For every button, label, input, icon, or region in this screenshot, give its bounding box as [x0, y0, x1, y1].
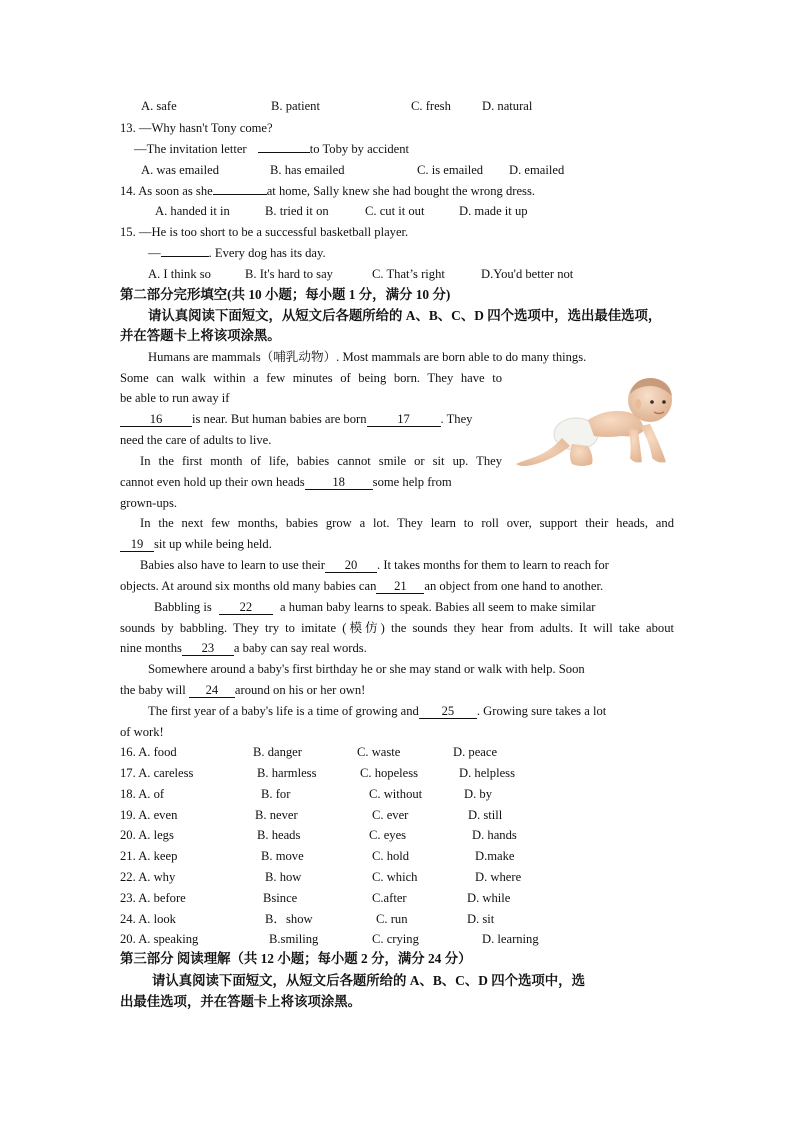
- choice-20-a: 20. A. legs: [120, 828, 174, 842]
- passage-p2-line2: [120, 474, 452, 490]
- q15-line2-pre: —: [148, 246, 161, 260]
- blank-22: 22: [219, 600, 273, 615]
- passage-p2-line2-post: some help from: [372, 475, 452, 489]
- choice-20-c: C. eyes: [369, 828, 407, 842]
- passage-p1-line4-end: . They: [440, 412, 473, 426]
- q15-option-c: C. That’s right: [372, 267, 445, 281]
- choice-23-c: C.after: [372, 891, 407, 905]
- q14-option-c: C. cut it out: [365, 204, 425, 218]
- part2-instructions-2: 并在答题卡上将该项涂黑。: [120, 328, 281, 343]
- choice-16-c: C. waste: [357, 745, 401, 759]
- choice-18-d: D. by: [464, 787, 492, 801]
- choice-22-c: C. which: [372, 870, 418, 884]
- choice-16-b: B. danger: [253, 745, 302, 759]
- passage-p1-line2: Some can walk within a few minutes of being born. They have to: [120, 371, 502, 385]
- passage-p5-line3-pre: nine months: [120, 641, 182, 655]
- choice-22-d: D. where: [475, 870, 522, 884]
- choice-18-b: B. for: [261, 787, 291, 801]
- choice-17-d: D. helpless: [459, 766, 515, 780]
- passage-p2-line1: In the first month of life, babies cannot smile or sit up. They: [140, 454, 502, 468]
- q14-stem-pre: 14. As soon as she: [120, 184, 213, 198]
- q12-option-c: C. fresh: [411, 99, 451, 113]
- passage-p6-line1: Somewhere around a baby's first birthday he or she may stand or walk with help. Soon: [148, 662, 585, 676]
- q13-option-d: D. emailed: [509, 163, 565, 177]
- choice-19-a: 19. A. even: [120, 808, 178, 822]
- choice-18-c: C. without: [369, 787, 423, 801]
- choice-17-b: B. harmless: [257, 766, 317, 780]
- choice-21-d: D.make: [475, 849, 515, 863]
- q15-stem: 15. —He is too short to be a successful basketball player.: [120, 225, 409, 239]
- crawling-baby-photo: [510, 372, 676, 470]
- choice-17-a: 17. A. careless: [120, 766, 194, 780]
- q12-option-b: B. patient: [271, 99, 320, 113]
- blank-16: 16: [120, 412, 192, 427]
- choice-24-d: D. sit: [467, 912, 495, 926]
- passage-p4-line2-pre: objects. At around six months old many babies can: [120, 579, 377, 593]
- passage-p2-line3: grown-ups.: [120, 496, 178, 510]
- blank-19: 19: [120, 537, 154, 552]
- choice-20-b: B. heads: [257, 828, 301, 842]
- q13-option-b: B. has emailed: [270, 163, 345, 177]
- passage-p1-line3: be able to run away if: [120, 391, 230, 405]
- choice-19-b: B. never: [255, 808, 298, 822]
- q14-blank: [213, 194, 267, 195]
- choice-24-a: 24. A. look: [120, 912, 176, 926]
- choice-22-b: B. how: [265, 870, 302, 884]
- passage-p1-line4: [120, 411, 472, 427]
- q14-option-a: A. handed it in: [155, 204, 230, 218]
- q15-line2: [148, 245, 326, 261]
- passage-p6-line2-pre: the baby will: [120, 683, 186, 697]
- passage-p6-line2: [120, 682, 365, 698]
- q15-option-b: B. It's hard to say: [245, 267, 333, 281]
- passage-p7-line1: [148, 703, 606, 719]
- passage-p4-line2-post: an object from one hand to another.: [424, 579, 604, 593]
- passage-p5-line3: [120, 640, 367, 656]
- choice-24-c: C. run: [376, 912, 408, 926]
- choice-24-b: B．show: [265, 912, 313, 926]
- choice-18-a: 18. A. of: [120, 787, 165, 801]
- blank-21: 21: [376, 579, 424, 594]
- passage-p5-line1-post: a human baby learns to speak. Babies all seem to make similar: [280, 600, 596, 614]
- passage-p5-line1-pre: Babbling is: [154, 600, 212, 614]
- q15-line2-post: . Every dog has its day.: [208, 246, 326, 260]
- q15-blank: [161, 256, 209, 257]
- passage-p4-line1-post: . It takes months for them to learn to reach for: [377, 558, 609, 572]
- choice-25-a: 20. A. speaking: [120, 932, 199, 946]
- q14-stem: [120, 183, 535, 199]
- passage-p4-line2: [120, 578, 603, 594]
- q13-line2-pre: —The invitation letter: [134, 142, 247, 156]
- q14-stem-post: at home, Sally knew she had bought the wrong dress.: [266, 184, 535, 198]
- choice-23-d: D. while: [467, 891, 511, 905]
- q13-line2: [134, 141, 409, 157]
- choice-23-b: Bsince: [263, 891, 298, 905]
- passage-p6-line2-post: around on his or her own!: [234, 683, 366, 697]
- blank-24: 24: [189, 683, 235, 698]
- part3-heading: 第三部分 阅读理解（共 12 小题；每小题 2 分，满分 24 分）: [120, 951, 472, 966]
- choice-20-d: D. hands: [472, 828, 517, 842]
- passage-p3-line1: In the next few months, babies grow a lot. They learn to roll over, support their heads, and: [140, 516, 674, 530]
- passage-p2-line2-pre: cannot even hold up their own heads: [120, 475, 305, 489]
- blank-18: 18: [305, 475, 373, 490]
- q14-option-d: D. made it up: [459, 204, 528, 218]
- passage-p7-line1-post: . Growing sure takes a lot: [476, 704, 607, 718]
- choice-25-c: C. crying: [372, 932, 419, 946]
- passage-p5-line3-post: a baby can say real words.: [233, 641, 367, 655]
- q13-blank: [258, 152, 310, 153]
- choice-16-a: 16. A. food: [120, 745, 177, 759]
- passage-p1-line5: need the care of adults to live.: [120, 433, 272, 447]
- q13-stem: 13. —Why hasn't Tony come?: [120, 121, 273, 135]
- passage-p3-line2: [120, 536, 272, 552]
- choice-21-b: B. move: [261, 849, 304, 863]
- choice-16-d: D. peace: [453, 745, 498, 759]
- passage-p4-line1: [140, 557, 609, 573]
- part2-heading: 第二部分完形填空(共 10 小题；每小题 1 分，满分 10 分): [120, 287, 451, 302]
- choice-22-a: 22. A. why: [120, 870, 176, 884]
- choice-21-a: 21. A. keep: [120, 849, 178, 863]
- choice-25-d: D. learning: [482, 932, 539, 946]
- passage-p1-line4-mid: is near. But human babies are born: [192, 412, 367, 426]
- choice-25-b: B.smiling: [269, 932, 319, 946]
- passage-p7-line2: of work!: [120, 725, 164, 739]
- passage-p5-line2: sounds by babbling. They try to imitate (模仿) the sounds they hear from adults. It will take about: [120, 621, 674, 635]
- q15-option-a: A. I think so: [148, 267, 211, 281]
- passage-p5-line1: [154, 599, 596, 615]
- q12-option-a: A. safe: [141, 99, 177, 113]
- part3-instructions-2: 出最佳选项，并在答题卡上将该项涂黑。: [120, 994, 362, 1009]
- blank-17: 17: [367, 412, 441, 427]
- q13-line2-post: to Toby by accident: [309, 142, 410, 156]
- q12-option-d: D. natural: [482, 99, 533, 113]
- choice-23-a: 23. A. before: [120, 891, 186, 905]
- blank-23: 23: [182, 641, 234, 656]
- q13-option-a: A. was emailed: [141, 163, 219, 177]
- choice-17-c: C. hopeless: [360, 766, 419, 780]
- passage-p3-line2-post: sit up while being held.: [154, 537, 272, 551]
- passage-p1-line1: Humans are mammals（哺乳动物）. Most mammals are born able to do many things.: [148, 350, 587, 364]
- q13-option-c: C. is emailed: [417, 163, 484, 177]
- q15-option-d: D.You'd better not: [481, 267, 574, 281]
- passage-p4-line1-pre: Babies also have to learn to use their: [140, 558, 326, 572]
- choice-19-d: D. still: [468, 808, 503, 822]
- part2-instructions-1: 请认真阅读下面短文，从短文后各题所给的 A、B、C、D 四个选项中，选出最佳选项，: [148, 308, 662, 323]
- part3-instructions-1: 请认真阅读下面短文，从短文后各题所给的 A、B、C、D 四个选项中，选: [152, 973, 585, 988]
- choice-21-c: C. hold: [372, 849, 410, 863]
- blank-25: 25: [419, 704, 477, 719]
- passage-p7-line1-pre: The first year of a baby's life is a time of growing and: [148, 704, 419, 718]
- blank-20: 20: [325, 558, 377, 573]
- q14-option-b: B. tried it on: [265, 204, 329, 218]
- choice-19-c: C. ever: [372, 808, 409, 822]
